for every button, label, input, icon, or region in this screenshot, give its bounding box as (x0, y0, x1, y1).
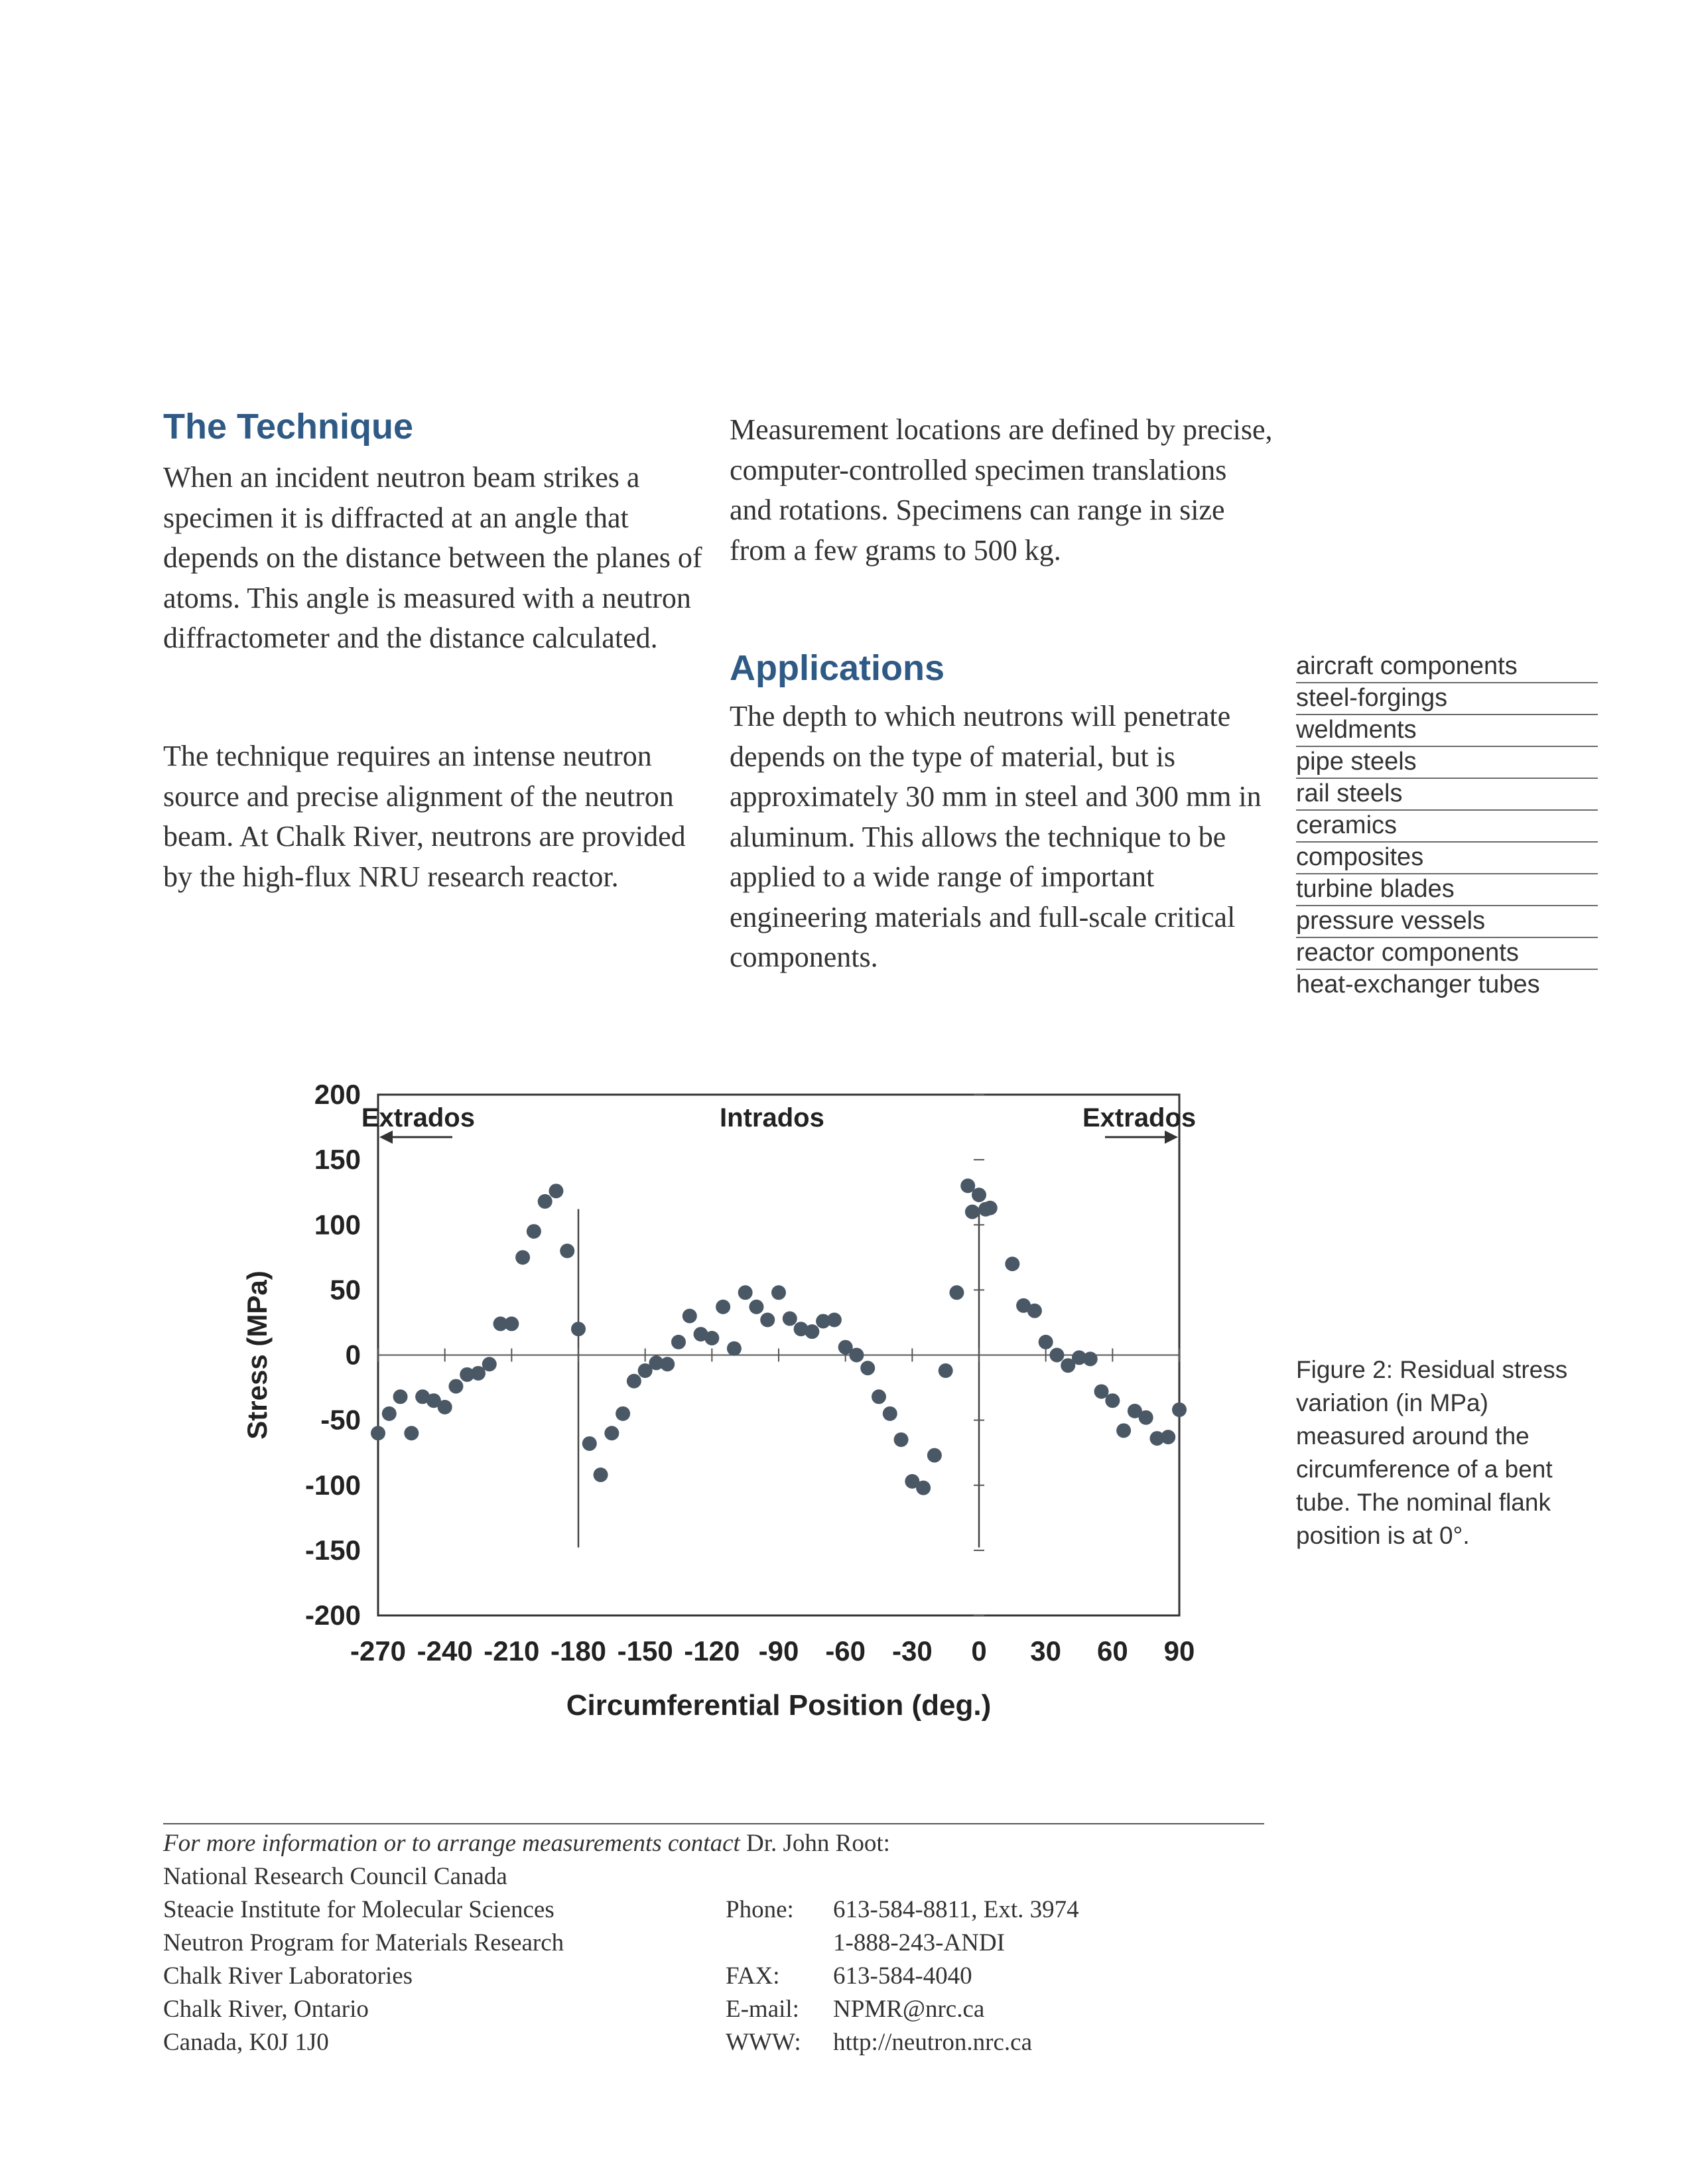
data-point (582, 1436, 597, 1451)
list-item: steel-forgings (1296, 683, 1598, 715)
list-item: rail steels (1296, 779, 1598, 811)
right-arrowhead (1165, 1130, 1178, 1144)
x-tick-label: -150 (617, 1635, 673, 1667)
address-block (163, 1860, 564, 2059)
data-point (660, 1357, 675, 1371)
x-tick-label: -180 (550, 1635, 607, 1667)
contact-lead (163, 1827, 890, 1860)
data-point (727, 1341, 742, 1356)
stress-chart (226, 1068, 1207, 1738)
data-point (594, 1467, 608, 1482)
data-point (538, 1194, 553, 1209)
data-point (1083, 1351, 1098, 1366)
data-point (849, 1348, 864, 1363)
x-tick-label: -210 (484, 1635, 540, 1667)
y-tick-label: 100 (314, 1209, 361, 1241)
data-point (704, 1331, 719, 1345)
phone2-value: 1-888-243-ANDI (833, 1929, 1005, 1956)
applications-list (1296, 651, 1598, 1002)
data-point (1105, 1393, 1120, 1408)
data-point (738, 1285, 753, 1300)
data-point (827, 1313, 842, 1328)
left-arrowhead (379, 1130, 393, 1144)
x-tick-label: -270 (350, 1635, 407, 1667)
data-point (927, 1448, 942, 1463)
x-tick-label: -60 (825, 1635, 866, 1667)
data-point (860, 1361, 875, 1375)
www-value[interactable]: http://neutron.nrc.ca (833, 2029, 1033, 2056)
x-tick-label: -90 (758, 1635, 799, 1667)
data-point (393, 1389, 408, 1404)
data-point (783, 1312, 797, 1326)
y-tick-label: -100 (304, 1469, 361, 1501)
data-point (571, 1322, 586, 1336)
data-point (972, 1188, 986, 1202)
y-tick-label: -50 (320, 1404, 361, 1436)
x-axis-label: Circumferential Position (deg.) (566, 1689, 992, 1722)
contact-divider (163, 1823, 1264, 1824)
data-point (404, 1426, 419, 1440)
list-item: pressure vessels (1296, 906, 1598, 938)
address-line: Steacie Institute for Molecular Sciences (163, 1896, 554, 1923)
y-tick-label: 50 (330, 1274, 361, 1306)
data-point (1049, 1348, 1064, 1363)
address-line: Neutron Program for Materials Research (163, 1929, 564, 1956)
data-point (771, 1285, 786, 1300)
y-tick-label: -150 (304, 1534, 361, 1566)
data-point (671, 1335, 686, 1349)
data-point (504, 1316, 519, 1331)
data-point (560, 1244, 574, 1259)
data-point (872, 1389, 886, 1404)
applications-heading: Applications (730, 648, 945, 688)
x-tick-label: 60 (1096, 1635, 1128, 1667)
data-point (482, 1357, 497, 1371)
data-point (805, 1324, 819, 1339)
x-tick-label: -120 (684, 1635, 740, 1667)
x-tick-label: -30 (891, 1635, 933, 1667)
data-point (438, 1400, 452, 1414)
list-item: weldments (1296, 715, 1598, 747)
fax-value: 613-584-4040 (833, 1962, 972, 1990)
data-point (527, 1224, 541, 1239)
data-point (916, 1481, 931, 1495)
x-tick-label: 90 (1163, 1635, 1195, 1667)
data-point (1005, 1257, 1019, 1271)
data-point (604, 1426, 619, 1440)
address-line: Chalk River, Ontario (163, 1996, 369, 2023)
list-item: turbine blades (1296, 874, 1598, 906)
data-point (760, 1313, 775, 1328)
www-label: WWW: (726, 2029, 801, 2056)
data-point (371, 1426, 385, 1440)
y-tick-label: -200 (304, 1600, 361, 1631)
address-line: National Research Council Canada (163, 1863, 507, 1890)
contact-details (726, 1893, 1079, 2059)
list-item: heat-exchanger tubes (1296, 971, 1540, 998)
contact-name: Dr. John Root: (740, 1830, 890, 1857)
contact-lead-italic: For more information or to arrange measurements contact (163, 1830, 740, 1857)
phone-label: Phone: (726, 1896, 794, 1923)
list-item: composites (1296, 843, 1598, 874)
data-point (949, 1285, 964, 1300)
data-point (448, 1379, 463, 1394)
data-point (965, 1205, 980, 1219)
y-tick-label: 200 (314, 1079, 361, 1110)
address-line: Canada, K0J 1J0 (163, 2029, 329, 2056)
data-point (894, 1432, 909, 1447)
data-point (716, 1300, 730, 1314)
region-label: Extrados (361, 1103, 475, 1132)
technique-paragraph-2: The technique requires an intense neutron source and precise alignment of the neutron beam. At Chalk River, neutrons are provided by the high-flux NRU research reactor. (163, 740, 686, 893)
measurement-paragraph: Measurement locations are defined by precise, computer-controlled specimen translations and rotations. Specimens can range in size from a few grams to 500 kg. (730, 413, 1273, 567)
list-item: pipe steels (1296, 747, 1598, 779)
data-point (1039, 1335, 1053, 1349)
y-axis-label: Stress (MPa) (241, 1270, 273, 1440)
data-point (515, 1250, 530, 1264)
data-point (1172, 1402, 1187, 1417)
data-point (883, 1406, 897, 1421)
data-point (749, 1300, 763, 1314)
data-point (983, 1201, 998, 1215)
region-label: Intrados (720, 1103, 824, 1132)
email-value[interactable]: NPMR@nrc.ca (833, 1996, 985, 2023)
fax-label: FAX: (726, 1962, 780, 1990)
technique-paragraph-1: When an incident neutron beam strikes a specimen it is diffracted at an angle that depends on the distance between the planes of atoms. This angle is measured with a neutron diffractometer and the distance calculated. (163, 461, 702, 654)
data-point (1116, 1423, 1131, 1438)
y-tick-label: 0 (345, 1339, 361, 1371)
y-tick-label: 150 (314, 1144, 361, 1176)
figure-caption: Figure 2: Residual stress variation (in MPa) measured around the circumference of a bent tube. The nominal flank position is at 0°. (1296, 1356, 1568, 1549)
applications-paragraph: The depth to which neutrons will penetrate depends on the type of material, but is approximately 30 mm in steel and 300 mm in aluminum. This allows the technique to be applied to a wide range of important engineering materials and full-scale critical components. (730, 700, 1262, 973)
data-point (1161, 1430, 1175, 1444)
data-point (683, 1309, 697, 1324)
region-label: Extrados (1082, 1103, 1197, 1132)
x-tick-label: 0 (971, 1635, 987, 1667)
technique-heading: The Technique (163, 407, 414, 446)
data-point (1139, 1410, 1153, 1425)
list-item: aircraft components (1296, 651, 1598, 683)
x-tick-label: 30 (1030, 1635, 1062, 1667)
phone-value: 613-584-8811, Ext. 3974 (833, 1896, 1079, 1923)
x-tick-label: -240 (417, 1635, 473, 1667)
data-point (1027, 1304, 1042, 1318)
list-item: reactor components (1296, 938, 1598, 970)
data-point (627, 1374, 641, 1389)
data-point (939, 1363, 953, 1378)
data-point (382, 1406, 397, 1421)
data-point (549, 1184, 563, 1198)
email-label: E-mail: (726, 1996, 799, 2023)
data-point (616, 1406, 630, 1421)
list-item: ceramics (1296, 811, 1598, 843)
address-line: Chalk River Laboratories (163, 1962, 413, 1990)
